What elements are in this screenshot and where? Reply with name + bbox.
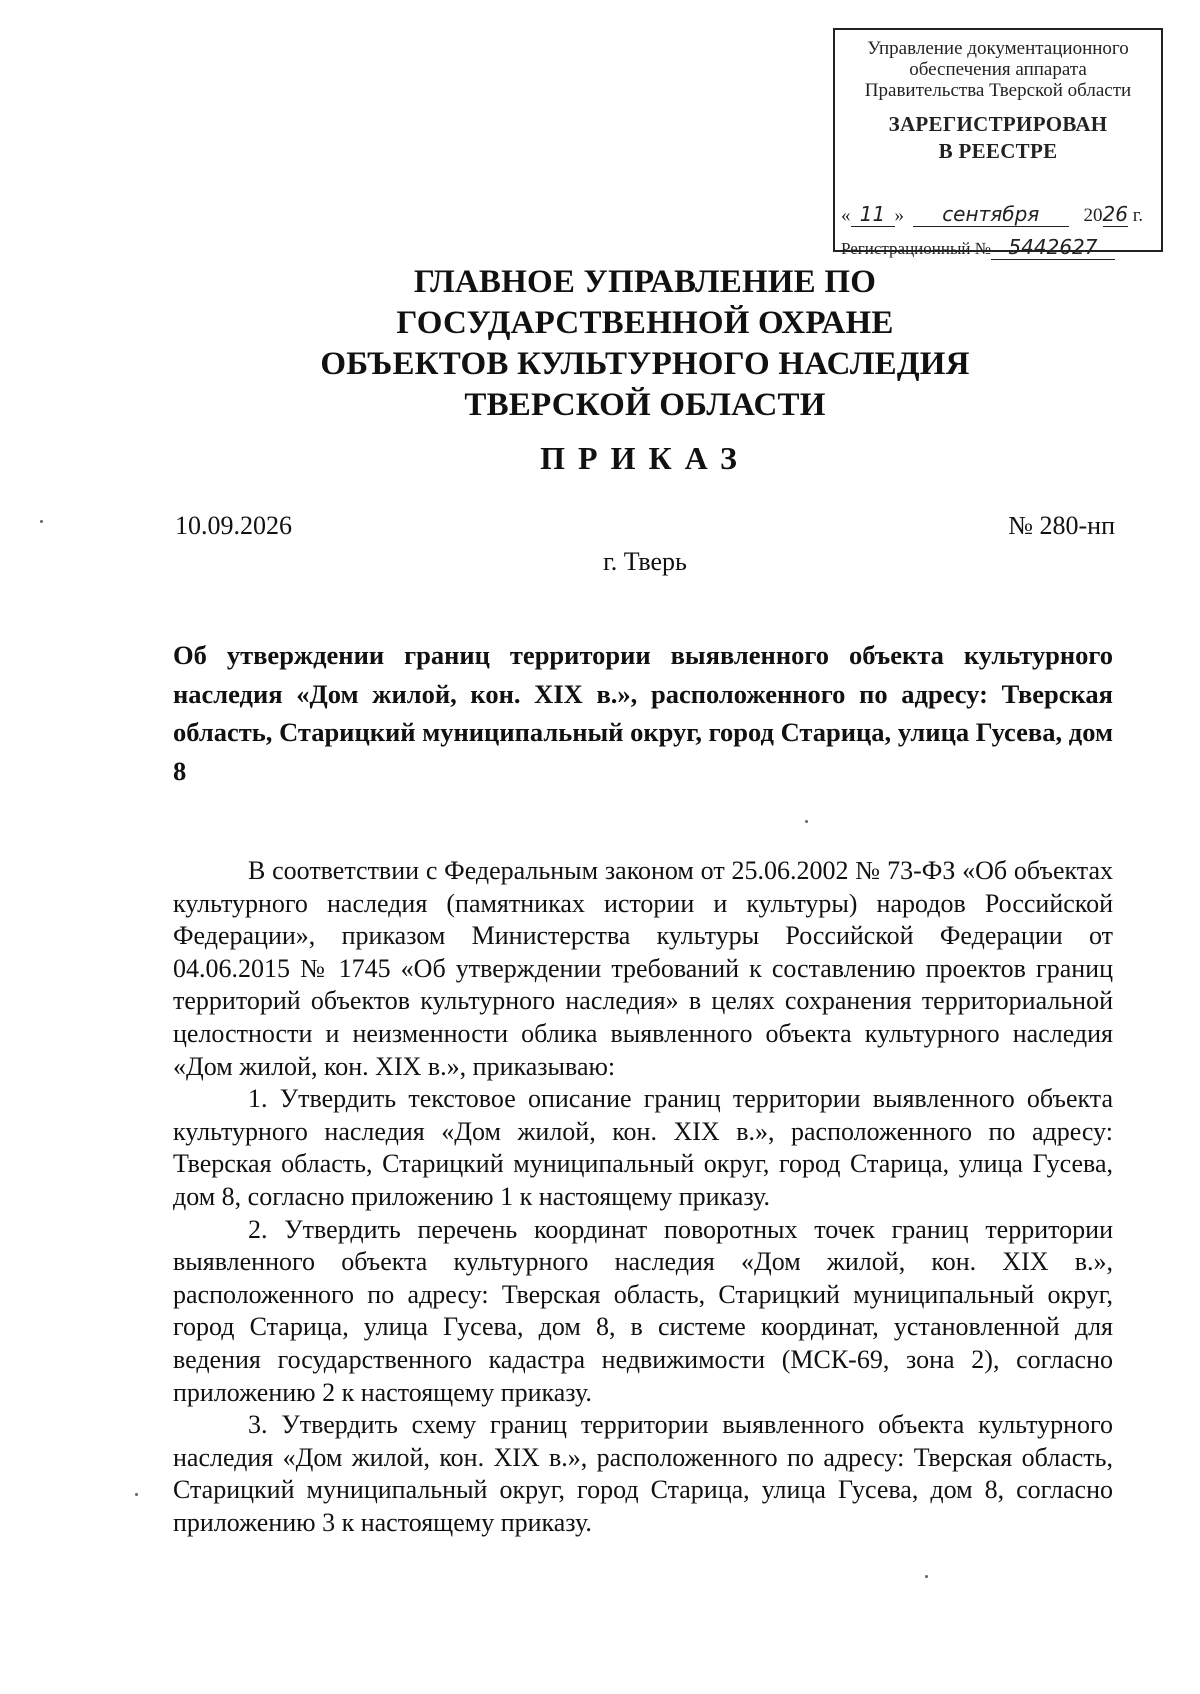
scan-speck bbox=[40, 520, 43, 523]
body-item-2: 2. Утвердить перечень координат поворотных точек границ территории выявленного объекта культурного наследия «Дом жилой, кон. XIX в.», расположенного по адресу: Тверская область, Старицкий муниципальный округ, город Старица, улица Гусева, дом 8, в системе координат, установленной для ведения государственного кадастра недвижимости (МСК-69, зона 2), согласно приложению 2 к настоящему приказу. bbox=[173, 1214, 1113, 1407]
stamp-date-open-quote: « bbox=[841, 205, 851, 226]
stamp-date-month: сентября bbox=[913, 202, 1069, 227]
stamp-date bbox=[841, 202, 1157, 227]
body-item-1: 1. Утвердить текстовое описание границ территории выявленного объекта культурного наследия «Дом жилой, кон. XIX в.», расположенного по адресу: Тверская область, Старицкий муниципальный округ, город Старица, улица Гусева, дом 8, согласно приложению 1 к настоящему приказу. bbox=[173, 1084, 1113, 1211]
document-number: № 280-нп bbox=[1008, 511, 1115, 540]
body-preamble: В соответствии с Федеральным законом от 25.06.2002 № 73-ФЗ «Об объектах культурного наследия (памятниках истории и культуры) народов Российской Федерации», приказом Министерства культуры Российской Федерации от 04.06.2015 № 1745 «Об утверждении требований к составлению проектов границ территорий объектов культурного наследия» в целях сохранения территориальной целостности и неизменности облика выявленного объекта культурного наследия «Дом жилой, кон. XIX в.», приказываю: bbox=[173, 856, 1113, 1081]
stamp-org-line-1: Управление документационного bbox=[867, 38, 1129, 59]
stamp-status-line-2: В РЕЕСТРЕ bbox=[938, 139, 1058, 163]
stamp-date-year: 26 bbox=[1102, 202, 1128, 226]
stamp-status-line-1: ЗАРЕГИСТРИРОВАН bbox=[888, 112, 1108, 136]
scan-speck bbox=[805, 820, 808, 823]
stamp-date-year-suffix: г. bbox=[1132, 205, 1144, 226]
body-item-3: 3. Утвердить схему границ территории выявленного объекта культурного наследия «Дом жилой, кон. XIX в.», расположенного по адресу: Тверская область, Старицкий муниципальный округ, город Старица, улица Гусева, дом 8, согласно приложению 3 к настоящему приказу. bbox=[173, 1410, 1113, 1537]
stamp-reg-label: Регистрационный № bbox=[841, 239, 991, 258]
document-body bbox=[173, 855, 1113, 1539]
stamp-reg-number: 5442627 bbox=[991, 235, 1115, 260]
ministry-header-line-4: ТВЕРСКОЙ ОБЛАСТИ bbox=[464, 387, 826, 423]
scan-speck bbox=[925, 1575, 928, 1578]
registration-stamp bbox=[833, 28, 1163, 259]
ministry-header-line-2: ГОСУДАРСТВЕННОЙ ОХРАНЕ bbox=[396, 305, 894, 341]
document-type-title: ПРИКАЗ bbox=[540, 440, 750, 476]
ministry-header bbox=[0, 262, 1200, 426]
stamp-date-year-prefix: 20 bbox=[1083, 205, 1103, 226]
stamp-date-close-quote: » bbox=[894, 205, 904, 226]
stamp-org-line-2: обеспечения аппарата bbox=[909, 59, 1087, 80]
stamp-date-day: 11 bbox=[851, 202, 895, 227]
scan-speck bbox=[135, 1493, 138, 1496]
stamp-org-line-3: Правительства Тверской области bbox=[864, 80, 1132, 101]
document-city: г. Тверь bbox=[603, 547, 687, 576]
document-subject: Об утверждении границ территории выявленного объекта культурного наследия «Дом жилой, кон. XIX в.», расположенного по адресу: Тверская область, Старицкий муниципальный округ, город Старица, улица Гусева, дом 8 bbox=[173, 640, 1113, 786]
ministry-header-line-1: ГЛАВНОЕ УПРАВЛЕНИЕ ПО bbox=[413, 264, 877, 300]
ministry-header-line-3: ОБЪЕКТОВ КУЛЬТУРНОГО НАСЛЕДИЯ bbox=[320, 346, 970, 382]
document-date: 10.09.2026 bbox=[175, 511, 292, 540]
stamp-registration-number bbox=[841, 235, 1159, 260]
